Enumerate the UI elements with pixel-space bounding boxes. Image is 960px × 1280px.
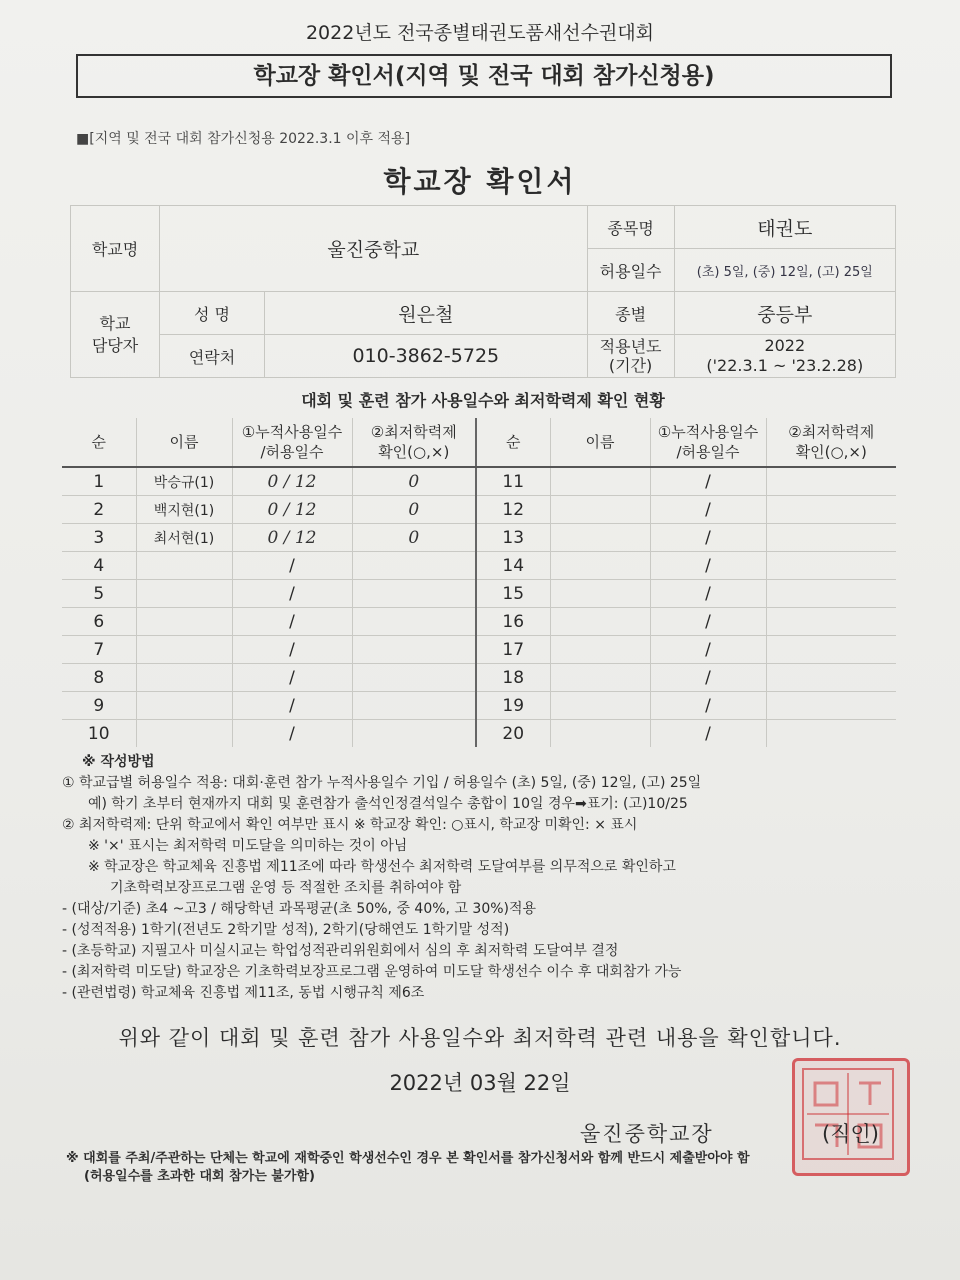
row-num: 19	[476, 692, 550, 720]
row-check	[766, 692, 896, 720]
row-num: 20	[476, 720, 550, 748]
row-check	[766, 552, 896, 580]
table-row	[62, 496, 896, 524]
manager-label: 학교 담당자	[71, 292, 160, 378]
header-check: ②최저학력제 확인(○,×)	[766, 418, 896, 467]
instruction-line: - (최저학력 미도달) 학교장은 기초학력보장프로그램 운영하여 미도달 학생선수 이수 후 대회참가 가능	[62, 964, 682, 980]
row-check	[352, 664, 476, 692]
allowed-value: (초) 5일, (중) 12일, (고) 25일	[674, 249, 895, 292]
row-name	[550, 467, 650, 496]
row-name	[136, 636, 232, 664]
principal-name: 울진중학교장	[580, 1122, 714, 1146]
row-check: 0	[352, 467, 476, 496]
instruction-line: ② 최저학력제: 단위 학교에서 확인 여부만 표시 ※ 학교장 확인: ○표시, 학교장 미확인: × 표시	[62, 817, 638, 833]
row-check	[766, 664, 896, 692]
row-days: /	[650, 496, 766, 524]
instruction-line: ※ '×' 표시는 최저학력 미도달을 의미하는 것이 아님	[88, 838, 408, 854]
row-days: /	[232, 552, 352, 580]
school-name: 울진중학교	[160, 206, 588, 292]
row-days: /	[650, 467, 766, 496]
instruction-line: - (대상/기준) 초4 ~고3 / 해당학년 과목평균(초 50%, 중 40%, 고 30%)적용	[62, 901, 537, 917]
row-days: 0 / 12	[232, 524, 352, 552]
row-name	[550, 496, 650, 524]
section-title: 대회 및 훈련 참가 사용일수와 최저학력제 확인 현황	[301, 391, 665, 410]
allowed-label: 허용일수	[587, 249, 674, 292]
row-days: /	[650, 636, 766, 664]
instruction-line: ※ 학교장은 학교체육 진흥법 제11조에 따라 학생선수 최저학력 도달여부를 의무적으로 확인하고	[88, 859, 676, 875]
row-name	[550, 692, 650, 720]
row-name	[136, 580, 232, 608]
row-num: 3	[62, 524, 136, 552]
table-row	[62, 552, 896, 580]
instruction-line: ① 학교급별 허용일수 적용: 대회·훈련 참가 누적사용일수 기입 / 허용일수 (초) 5일, (중) 12일, (고) 25일	[62, 775, 702, 791]
header-days: ①누적사용일수 /허용일수	[650, 418, 766, 467]
row-name: 박승규(1)	[136, 467, 232, 496]
instruction-line: 기초학력보장프로그램 운영 등 적절한 조치를 취하여야 함	[110, 880, 462, 896]
row-num: 14	[476, 552, 550, 580]
instruction-line: 예) 학기 초부터 현재까지 대회 및 훈련참가 출석인정결석일수 총합이 10일 경우➡표기: (고)10/25	[88, 796, 688, 812]
row-days: /	[232, 608, 352, 636]
row-days: /	[232, 580, 352, 608]
table-row	[62, 580, 896, 608]
header-days: ①누적사용일수 /허용일수	[232, 418, 352, 467]
year-value: 2022	[764, 336, 806, 355]
row-name	[136, 692, 232, 720]
row-num: 5	[62, 580, 136, 608]
row-num: 16	[476, 608, 550, 636]
row-num: 2	[62, 496, 136, 524]
row-name	[550, 524, 650, 552]
roster-table	[62, 418, 896, 747]
row-days: /	[650, 524, 766, 552]
header-num: 순	[476, 418, 550, 467]
table-row	[62, 664, 896, 692]
header-num: 순	[62, 418, 136, 467]
row-num: 15	[476, 580, 550, 608]
row-name	[550, 552, 650, 580]
instructions	[62, 752, 902, 1004]
instruction-line: - (초등학교) 지필고사 미실시교는 학업성적관리위원회에서 심의 후 최저학력 도달여부 결정	[62, 943, 619, 959]
row-name	[136, 608, 232, 636]
row-days: /	[650, 552, 766, 580]
info-table	[70, 205, 896, 378]
row-name	[136, 720, 232, 748]
row-name	[550, 580, 650, 608]
row-num: 11	[476, 467, 550, 496]
event-value: 태권도	[674, 206, 895, 249]
table-row	[62, 720, 896, 748]
row-days: /	[232, 692, 352, 720]
table-row	[62, 467, 896, 496]
row-num: 10	[62, 720, 136, 748]
header-check: ②최저학력제 확인(○,×)	[352, 418, 476, 467]
seal-mark: (직인)	[822, 1122, 879, 1146]
name-value: 원은철	[265, 292, 588, 335]
row-check	[766, 608, 896, 636]
row-name	[550, 720, 650, 748]
period-value: ('22.3.1 ~ '23.2.28)	[706, 356, 864, 375]
document-heading: 학교장 확인서(지역 및 전국 대회 참가신청용)	[76, 54, 892, 98]
row-num: 1	[62, 467, 136, 496]
row-num: 17	[476, 636, 550, 664]
row-check	[352, 692, 476, 720]
row-num: 6	[62, 608, 136, 636]
row-check: 0	[352, 524, 476, 552]
row-num: 18	[476, 664, 550, 692]
instruction-line: - (관련법령) 학교체육 진흥법 제11조, 동법 시행규칙 제6조	[62, 985, 425, 1001]
official-seal-stamp	[792, 1058, 910, 1176]
row-days: 0 / 12	[232, 496, 352, 524]
row-days: /	[650, 720, 766, 748]
confirmation-statement: 위와 같이 대회 및 훈련 참가 사용일수와 최저학력 관련 내용을 확인합니다.	[118, 1026, 842, 1050]
row-num: 12	[476, 496, 550, 524]
apply-note: ■[지역 및 전국 대회 참가신청용 2022.3.1 이후 적용]	[76, 131, 411, 147]
row-name	[550, 636, 650, 664]
header-name: 이름	[550, 418, 650, 467]
row-check	[766, 496, 896, 524]
row-check	[352, 580, 476, 608]
row-days: /	[232, 636, 352, 664]
row-check	[766, 720, 896, 748]
row-name	[550, 664, 650, 692]
row-days: /	[650, 608, 766, 636]
footer-line: (허용일수를 초과한 대회 참가는 불가함)	[84, 1169, 315, 1184]
year-label: 적용년도 (기간)	[587, 335, 674, 378]
instruction-line: - (성적적용) 1학기(전년도 2학기말 성적), 2학기(당해연도 1학기말 성적)	[62, 922, 510, 938]
row-name	[550, 608, 650, 636]
row-days: /	[650, 664, 766, 692]
table-row	[62, 692, 896, 720]
event-title: 2022년도 전국종별태권도품새선수권대회	[305, 22, 655, 44]
row-num: 4	[62, 552, 136, 580]
row-days: 0 / 12	[232, 467, 352, 496]
name-label: 성 명	[160, 292, 265, 335]
row-name: 백지현(1)	[136, 496, 232, 524]
category-label: 종별	[587, 292, 674, 335]
row-num: 9	[62, 692, 136, 720]
row-days: /	[650, 580, 766, 608]
row-days: /	[650, 692, 766, 720]
row-name: 최서현(1)	[136, 524, 232, 552]
row-check	[766, 636, 896, 664]
row-check	[766, 524, 896, 552]
table-row	[62, 524, 896, 552]
row-name	[136, 552, 232, 580]
row-check	[766, 580, 896, 608]
row-check	[766, 467, 896, 496]
row-check	[352, 720, 476, 748]
row-num: 8	[62, 664, 136, 692]
row-num: 7	[62, 636, 136, 664]
row-days: /	[232, 720, 352, 748]
row-days: /	[232, 664, 352, 692]
instructions-heading: ※ 작성방법	[82, 754, 155, 770]
year-cell	[674, 335, 895, 378]
seal-icon	[795, 1061, 901, 1167]
footer-note	[66, 1150, 750, 1186]
category-value: 중등부	[674, 292, 895, 335]
row-check: 0	[352, 496, 476, 524]
header-name: 이름	[136, 418, 232, 467]
event-label: 종목명	[587, 206, 674, 249]
contact-label: 연락처	[160, 335, 265, 378]
row-check	[352, 608, 476, 636]
row-name	[136, 664, 232, 692]
row-check	[352, 552, 476, 580]
main-title: 학교장 확인서	[383, 165, 577, 198]
table-row	[62, 636, 896, 664]
issue-date: 2022년 03월 22일	[389, 1071, 571, 1095]
row-check	[352, 636, 476, 664]
footer-line: ※ 대회를 주최/주관하는 단체는 학교에 재학중인 학생선수인 경우 본 확인서를 참가신청서와 함께 반드시 제출받아야 함	[66, 1151, 750, 1166]
school-label: 학교명	[71, 206, 160, 292]
contact-value: 010-3862-5725	[265, 335, 588, 378]
row-num: 13	[476, 524, 550, 552]
table-row	[62, 608, 896, 636]
